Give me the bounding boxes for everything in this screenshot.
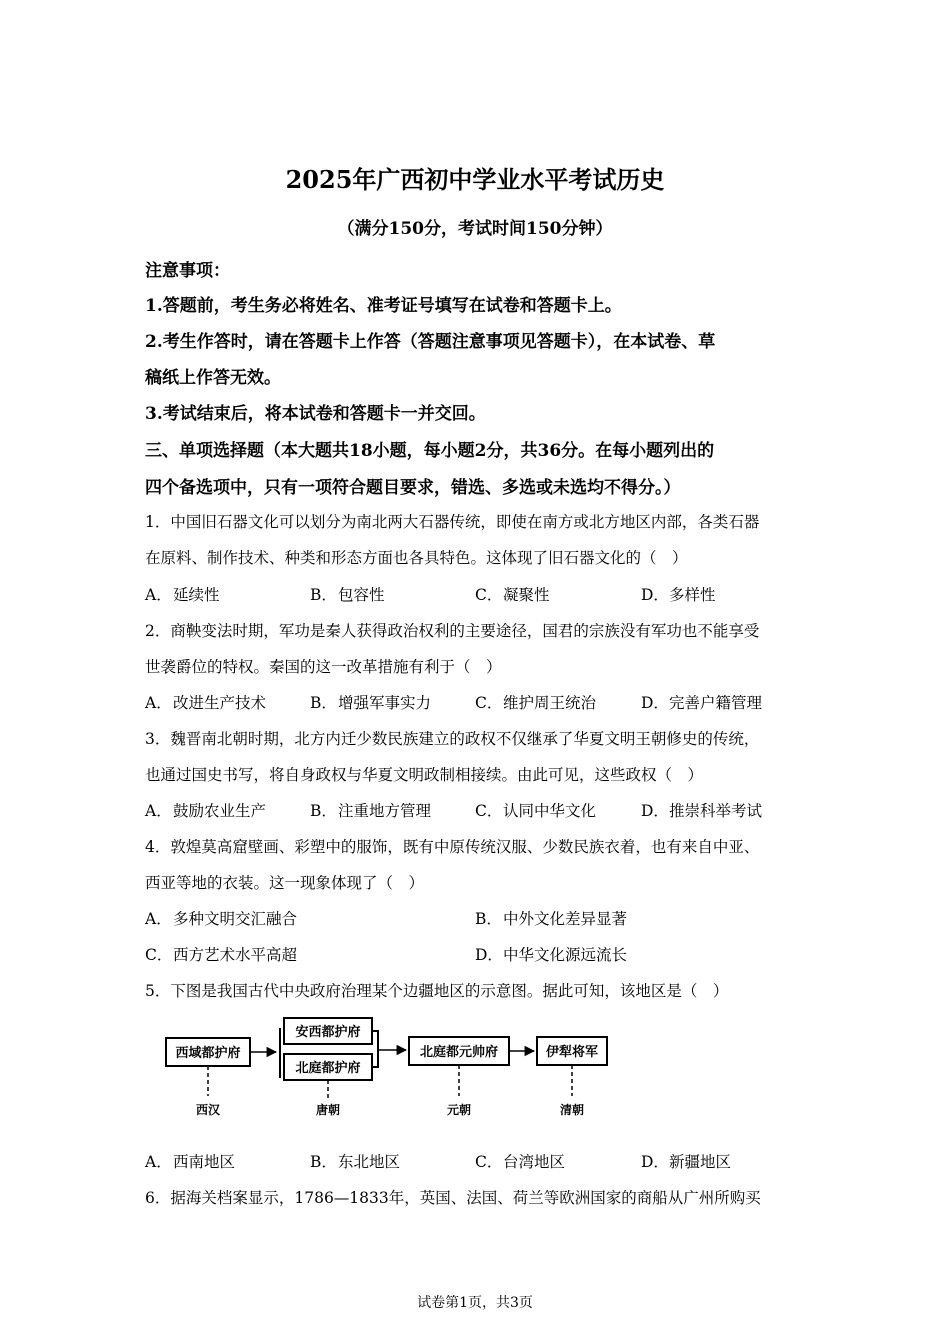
- section-heading-line-2: 四个备选项中，只有一项符合题目要求，错选、多选或未选均不得分。）: [145, 478, 681, 498]
- question-3-line-2: 也通过国史书写，将自身政权与华夏文明政制相接续。由此可见，这些政权（ ）: [145, 766, 704, 784]
- question-2-option-d[interactable]: D．完善户籍管理: [641, 694, 763, 712]
- box-xiyu-duhufu-label: 西域都护府: [175, 1046, 241, 1061]
- question-4-option-c[interactable]: C．西方艺术水平高超: [145, 946, 298, 964]
- era-tangchao: 唐朝: [315, 1103, 341, 1117]
- question-3-option-a[interactable]: A．鼓励农业生产: [145, 802, 267, 820]
- question-4-line-1: 4．敦煌莫高窟壁画、彩塑中的服饰，既有中原传统汉服、少数民族衣着，也有来自中亚、: [145, 838, 760, 856]
- question-4-line-2: 西亚等地的衣装。这一现象体现了（ ）: [145, 874, 425, 892]
- question-1-option-b[interactable]: B．包容性: [310, 586, 385, 604]
- question-6-line-1: 6．据海关档案显示，1786—1833年，英国、法国、荷兰等欧洲国家的商船从广州所购买: [145, 1189, 761, 1207]
- question-2-line-1: 2．商鞅变法时期，军功是秦人获得政治权利的主要途径，国君的宗族没有军功也不能享受: [145, 622, 760, 640]
- question-1-line-1: 1．中国旧石器文化可以划分为南北两大石器传统，即使在南方或北方地区内部，各类石器: [145, 513, 760, 531]
- question-5-option-d[interactable]: D．新疆地区: [641, 1153, 732, 1171]
- notice-line-1: 1.答题前，考生务必将姓名、准考证号填写在试卷和答题卡上。: [145, 296, 622, 316]
- question-2-option-b[interactable]: B．增强军事实力: [310, 694, 432, 712]
- question-2-option-a[interactable]: A．改进生产技术: [145, 694, 267, 712]
- question-5-option-a[interactable]: A．西南地区: [145, 1153, 236, 1171]
- question-4-option-d[interactable]: D．中华文化源远流长: [475, 946, 628, 964]
- question-1-option-d[interactable]: D．多样性: [641, 586, 716, 604]
- box-yili-jiangjun-label: 伊犁将军: [545, 1045, 599, 1060]
- question-2-option-c[interactable]: C．维护周王统治: [475, 694, 597, 712]
- notice-line-2a: 2.考生作答时，请在答题卡上作答（答题注意事项见答题卡），在本试卷、草: [145, 332, 716, 352]
- notice-heading: 注意事项：: [145, 261, 230, 281]
- era-yuanchao: 元朝: [446, 1103, 472, 1117]
- question-2-line-2: 世袭爵位的特权。秦国的这一改革措施有利于（ ）: [145, 658, 502, 676]
- question-3-option-d[interactable]: D．推崇科举考试: [641, 802, 763, 820]
- box-beiting-duyuanshuaifu-label: 北庭都元帅府: [419, 1045, 499, 1060]
- question-3-option-b[interactable]: B．注重地方管理: [310, 802, 432, 820]
- box-anxi-duhufu-label: 安西都护府: [295, 1025, 361, 1040]
- notice-line-2b: 稿纸上作答无效。: [145, 368, 281, 388]
- question-4-option-a[interactable]: A．多种文明交汇融合: [145, 910, 298, 928]
- question-5-option-c[interactable]: C．台湾地区: [475, 1153, 566, 1171]
- question-1-option-c[interactable]: C．凝聚性: [475, 586, 550, 604]
- question-5-option-b[interactable]: B．东北地区: [310, 1153, 401, 1171]
- era-qingchao: 清朝: [559, 1103, 585, 1117]
- page-footer: 试卷第1页，共3页: [417, 1295, 533, 1311]
- question-1-line-2: 在原料、制作技术、种类和形态方面也各具特色。这体现了旧石器文化的（ ）: [145, 549, 688, 567]
- notice-line-3: 3.考试结束后，将本试卷和答题卡一并交回。: [145, 404, 486, 424]
- page-subtitle: （满分150分，考试时间150分钟）: [337, 219, 613, 239]
- era-xihan: 西汉: [195, 1103, 221, 1117]
- question-1-option-a[interactable]: A．延续性: [145, 586, 220, 604]
- question-3-line-1: 3．魏晋南北朝时期，北方内迁少数民族建立的政权不仅继承了华夏文明王朝修史的传统，: [145, 730, 760, 748]
- box-beiting-duhufu-label: 北庭都护府: [295, 1061, 361, 1076]
- page-title: 2025年广西初中学业水平考试历史: [285, 165, 665, 194]
- section-heading-line-1: 三、单项选择题（本大题共18小题，每小题2分，共36分。在每小题列出的: [145, 441, 715, 461]
- frontier-governance-diagram: [160, 1016, 620, 1126]
- question-3-option-c[interactable]: C．认同中华文化: [475, 802, 597, 820]
- question-4-option-b[interactable]: B．中外文化差异显著: [475, 910, 628, 928]
- question-5-line-1: 5．下图是我国古代中央政府治理某个边疆地区的示意图。据此可知，该地区是（ ）: [145, 982, 729, 1000]
